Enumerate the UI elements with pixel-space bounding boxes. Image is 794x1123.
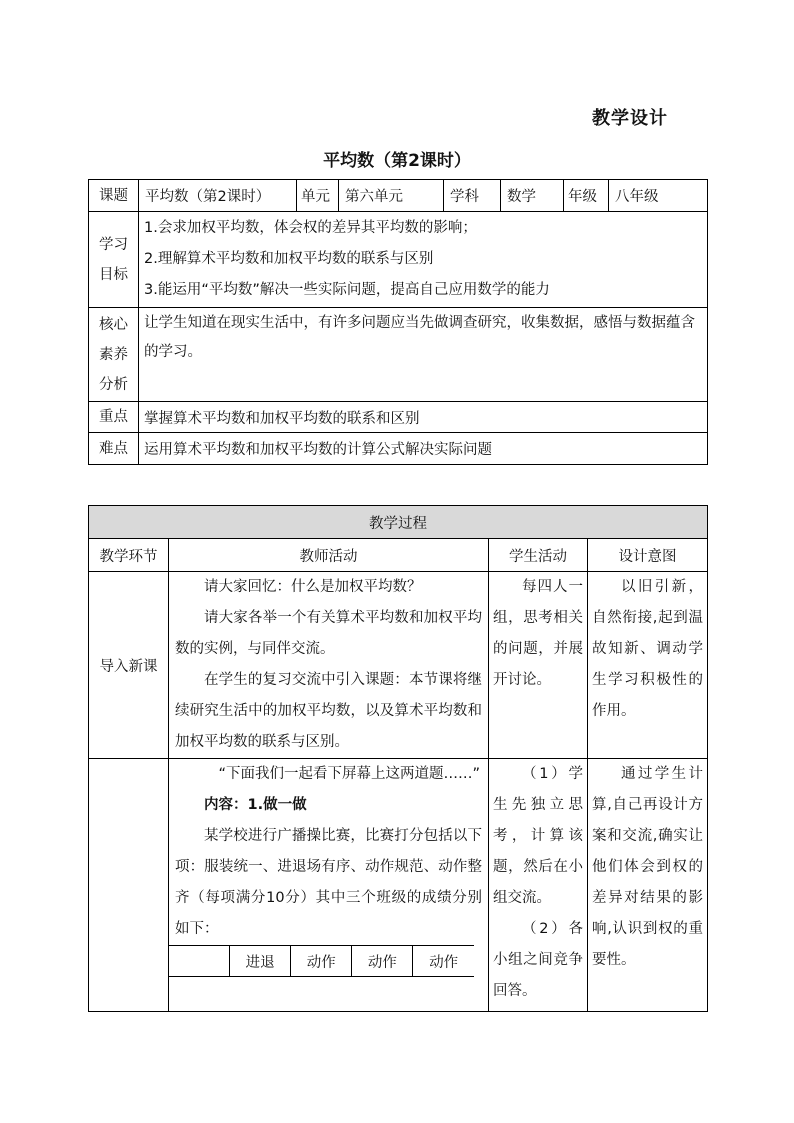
difficulty-text: 运用算术平均数和加权平均数的计算公式解决实际问题	[139, 433, 708, 465]
stage-row-intro	[89, 572, 708, 759]
label-key-point: 重点	[89, 402, 139, 433]
student-activity	[489, 759, 588, 1012]
goal-item: 2.理解算术平均数和加权平均数的联系与区别	[144, 251, 434, 267]
student-paragraph: （1）学生先独立思考，计算该题，然后在小组交流。	[493, 766, 583, 906]
score-table-header	[169, 946, 230, 977]
document-type-heading: 教学设计	[592, 108, 668, 129]
value-grade: 八年级	[609, 180, 708, 212]
col-header-intent: 设计意图	[588, 539, 708, 572]
score-table-header: 动作	[291, 946, 352, 977]
col-header-student: 学生活动	[489, 539, 588, 572]
student-activity	[489, 572, 588, 759]
info-row-subject	[89, 180, 708, 212]
label-goals: 学习目标	[89, 212, 139, 308]
core-literacy-text	[139, 308, 708, 402]
intent-paragraph: 通过学生计算,自己再设计方案和交流,确实让他们体会到权的差异对结果的影响,认识到权的重要性。	[592, 766, 703, 968]
col-header-stage: 教学环节	[89, 539, 169, 572]
teacher-paragraph: 请大家回忆：什么是加权平均数？	[204, 579, 422, 595]
goal-item: 1.会求加权平均数，体会权的差异其平均数的影响；	[144, 220, 477, 236]
teacher-paragraph: 某学校进行广播操比赛，比赛打分包括以下项：服装统一、进退场有序、动作规范、动作整齐（每项满分10分）其中三个班级的成绩分别如下：	[175, 828, 482, 937]
content-heading: 内容：1.做一做	[204, 797, 307, 813]
score-table-header: 进退	[230, 946, 291, 977]
goal-item: 3.能运用“平均数”解决一些实际问题，提高自己应用数学的能力	[144, 282, 550, 298]
label-core-literacy: 核心素养分析	[89, 308, 139, 402]
value-unit: 第六单元	[339, 180, 444, 212]
stage-name	[89, 759, 169, 1012]
label-grade: 年级	[564, 180, 609, 212]
teacher-paragraph: 请大家各举一个有关算术平均数和加权平均数的实例，与同伴交流。	[175, 610, 482, 657]
core-literacy-paragraph: 让学生知道在现实生活中，有许多问题应当先做调查研究，收集数据，感悟与数据蕴含的学习。	[144, 315, 695, 360]
value-subject: 数学	[501, 180, 564, 212]
info-row-core	[89, 308, 708, 402]
score-table-header: 动作	[413, 946, 474, 977]
value-topic: 平均数（第2课时）	[139, 180, 297, 212]
intent-paragraph: 以旧引新，自然衔接,起到温故知新、调动学生学习积极性的作用。	[592, 579, 703, 719]
info-row-goals	[89, 212, 708, 308]
teacher-activity	[169, 759, 489, 1012]
design-intent	[588, 572, 708, 759]
score-table	[168, 945, 474, 977]
lesson-info-table	[88, 179, 708, 465]
info-row-difficulty	[89, 433, 708, 465]
label-unit: 单元	[297, 180, 339, 212]
label-difficulty: 难点	[89, 433, 139, 465]
teaching-process-table	[88, 505, 708, 1012]
label-topic: 课题	[89, 180, 139, 212]
score-table-header: 动作	[352, 946, 413, 977]
info-row-key	[89, 402, 708, 433]
design-intent	[588, 759, 708, 1012]
score-table-header-row	[169, 946, 475, 977]
teacher-paragraph: “下面我们一起看下屏幕上这两道题……”	[218, 766, 481, 782]
teacher-activity	[169, 572, 489, 759]
student-paragraph: 每四人一组，思考相关的问题，并展开讨论。	[493, 579, 583, 688]
student-paragraph: （2）各小组之间竞争回答。	[493, 921, 583, 999]
stage-row-practice	[89, 759, 708, 1012]
lesson-title: 平均数（第2课时）	[323, 151, 471, 171]
teacher-paragraph: 在学生的复习交流中引入课题：本节课将继续研究生活中的加权平均数，以及算术平均数和加权平均数的联系与区别。	[175, 672, 482, 750]
process-title-row	[89, 506, 708, 539]
key-point-text: 掌握算术平均数和加权平均数的联系和区别	[139, 402, 708, 433]
col-header-teacher: 教师活动	[169, 539, 489, 572]
goals-cell	[139, 212, 708, 308]
stage-name: 导入新课	[89, 572, 169, 759]
process-title: 教学过程	[89, 506, 708, 539]
label-subject: 学科	[444, 180, 501, 212]
process-column-header-row	[89, 539, 708, 572]
